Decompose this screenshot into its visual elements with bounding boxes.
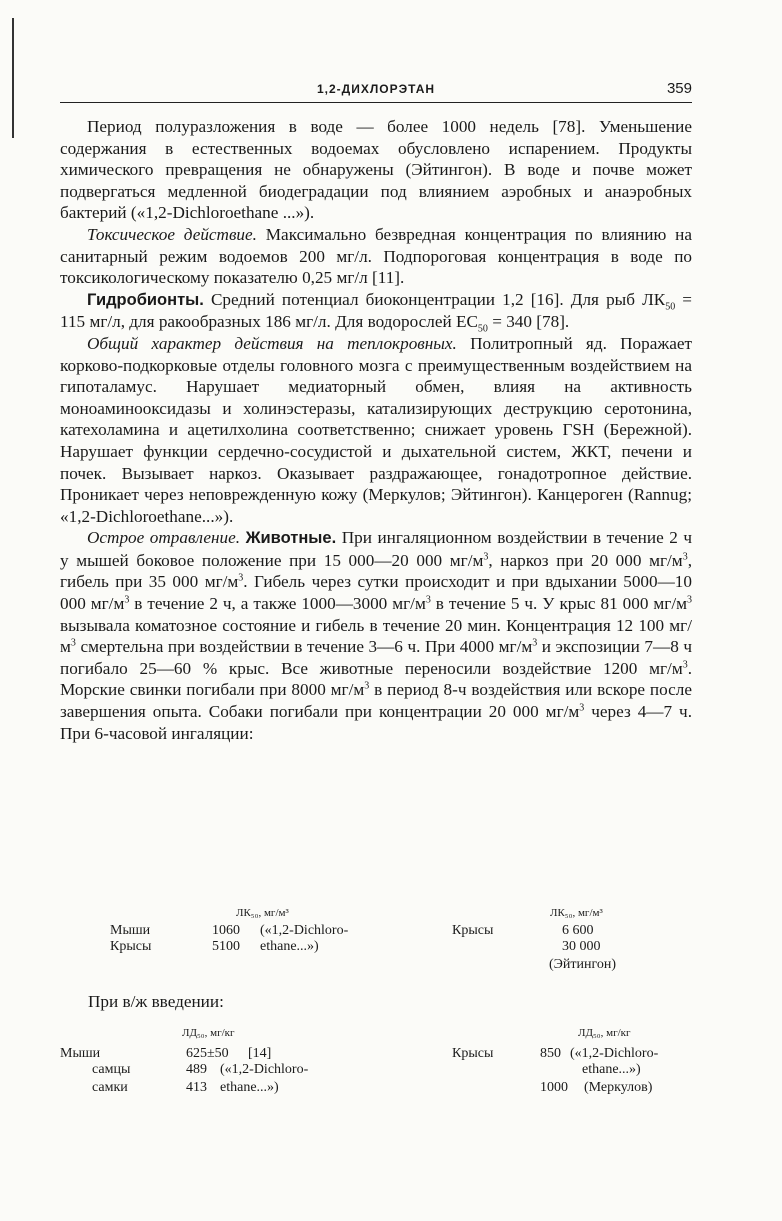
paragraph-hydrobionts: Гидробионты. Средний потенциал биоконцентрации 1,2 [16]. Для рыб $ЛК_{50} = 115$ мг/л, для ракообразных 186 мг/л. Для водорослей $EC_{50} = 340$ [78]. [60,289,692,335]
table-header: ЛД₅₀, мг/кг [578,1027,631,1039]
reference-cell: ethane...») [260,939,319,954]
table-header: ЛК₅₀, мг/м³ [550,907,603,919]
value-cell: 413 [186,1080,207,1095]
subgroup-label: самцы [92,1062,131,1077]
page-edge-line [12,18,14,138]
reference-cell: («1,2-Dichloro- [570,1046,659,1061]
value-cell: 850 [540,1046,561,1061]
reference-cell: (Эйтингон) [549,957,617,972]
table-header: ЛД₅₀, мг/кг [182,1027,235,1039]
reference-cell: ethane...») [220,1080,279,1095]
species-label: Крысы [452,1046,494,1061]
paragraph-sublabel: Животные. [245,529,337,548]
value-cell: 1060 [212,923,240,938]
species-label: Мыши [60,1046,101,1061]
running-header [60,80,692,103]
species-label: Крысы [110,939,152,954]
paragraph-toxic-effect: Токсическое действие. Максимально безвредная концентрация по влиянию на санитарный режим водоемов 200 мг/л. Подпороговая концентрация в воде по токсикологическому показателю 0,25 мг/л [11]. [60,224,692,288]
reference-cell: ethane...») [582,1062,641,1077]
value-cell: 1000 [540,1080,568,1095]
value-cell: 5100 [212,939,240,954]
paragraph-label: Острое отравление. [87,528,241,548]
reference-cell: [14] [248,1046,272,1061]
reference-cell: (Меркулов) [584,1080,653,1095]
value-cell: 625±50 [186,1046,229,1061]
paragraph-acute-poisoning: Острое отравление. Животные. При ингаляционном воздействии в течение 2 ч у мышей боковое положение при 15 000—20 000 $мг/м^3$, наркоз при 20 000 $мг/м^3$, гибель при 35 000 $мг/м^3$. Гибель через сутки происходит и при вдыхании 5000—10 000 $мг/м^3$ в течение 2 ч, а также 1000—3000 $мг/м^3$ в течение 5 ч. У крыс 81 000 $мг/м^3$ вызывала коматозное состояние и гибель в течение 20 мин. Концентрация 12 100 $мг/м^3$ смертельна при воздействии в течение 3—6 ч. При 4000 $мг/м^3$ и экспозиции 7—8 ч погибало 25—60 % крыс. Все животные переносили воздействие 1200 $мг/м^3$. Морские свинки погибали при 8000 $мг/м^3$ в период 8-ч воздействия или вскоре после завершения опыта. Собаки погибали при концентрации 20 000 $мг/м^3$ через 4—7 ч. При 6-часовой ингаляции: [60,528,693,743]
paragraph-half-life: Период полуразложения в воде — более 1000 недель [78]. Уменьшение содержания в естественных водоемах обусловлено испарением. Продукты химического превращения не обнаружены (Эйтингон). В воде и почве может подвергаться медленной биодеградации под влиянием аэробных и анаэробных бактерий («1,2-Dichloroethane ...»). [60,117,692,223]
paragraph-label: Общий характер действия на теплокровных. [87,333,457,353]
paragraph-general-action: Общий характер действия на теплокровных. Политропный яд. Поражает корково-подкорковые отделы головного мозга с преимущественным воздействием на гипоталамус. Нарушает медиаторный обмен, влияя на активность моноаминооксидазы и холинэстеразы, катализирующих деструкцию серотонина, катехоламина и ацетилхолина соответственно; снижает уровень ГSH (Бережной). Нарушает функции сердечно-сосудистой и дыхательной систем, ЖКТ, печени и почек. Вызывает наркоз. Оказывает раздражающее, гонадотропное действие. Проникает через неповрежденную кожу (Меркулов; Эйтингон). Канцероген (Rannug; «1,2-Dichloroethane...»). [60,333,692,526]
reference-cell: («1,2-Dichloro- [220,1062,309,1077]
species-label: Мыши [110,923,151,938]
value-cell: 6 600 [562,923,594,938]
reference-cell: («1,2-Dichloro- [260,923,349,938]
paragraph-label: Токсическое действие. [87,224,257,244]
value-cell: 489 [186,1062,207,1077]
running-title: 1,2-ДИХЛОРЭТАН [316,82,436,96]
section-title-oral: При в/ж введении: [88,992,224,1011]
page-number: 359 [666,80,692,97]
value-cell: 30 000 [562,939,601,954]
subgroup-label: самки [92,1080,128,1095]
paragraph-label: Гидробионты. [87,290,204,309]
species-label: Крысы [452,923,494,938]
table-header: ЛК₅₀, мг/м³ [236,907,289,919]
body-text [60,116,692,744]
